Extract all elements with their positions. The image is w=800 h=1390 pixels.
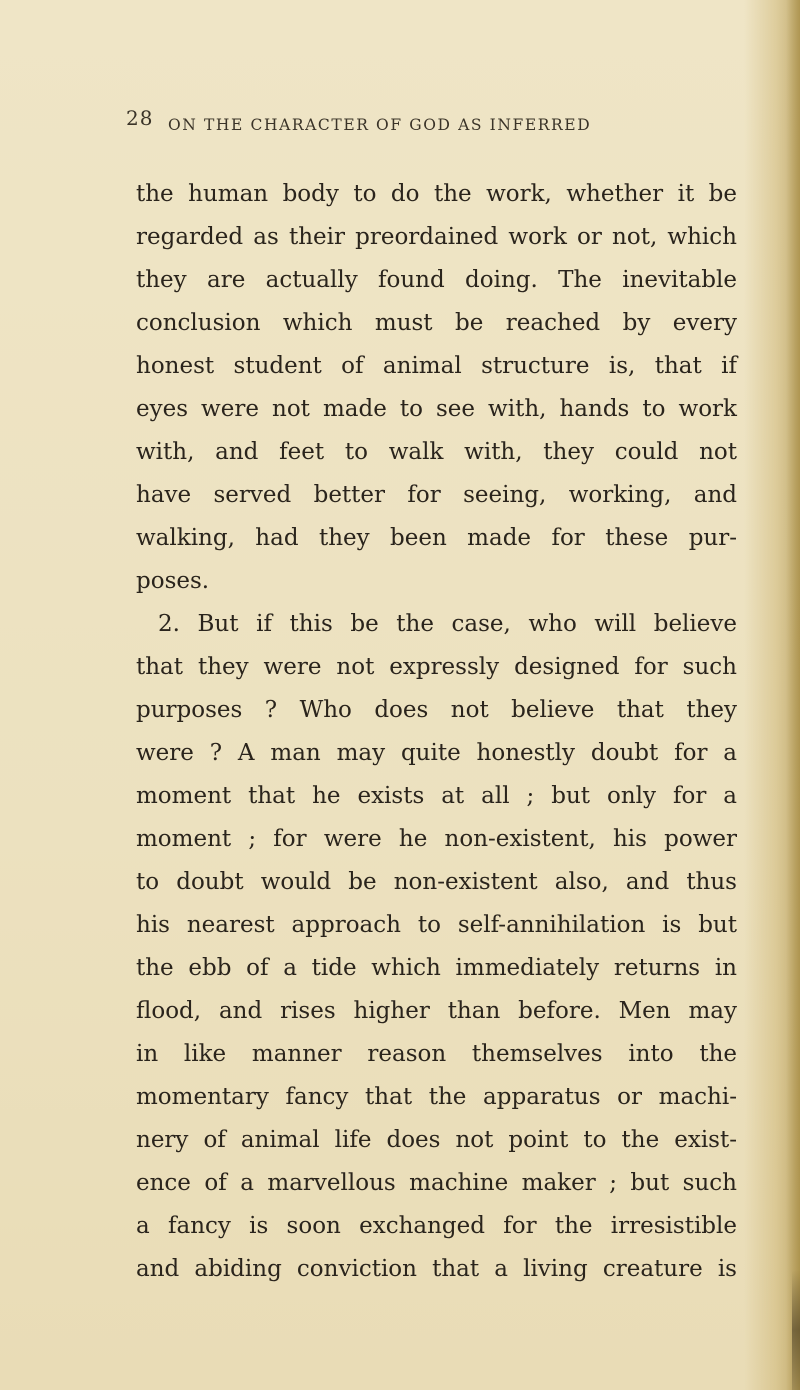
text-line: momentary fancy that the apparatus or machi- xyxy=(136,1084,737,1110)
text-line: his nearest approach to self-annihilation is but xyxy=(136,912,737,938)
text-line: that they were not expressly designed for such xyxy=(136,654,737,680)
text-line: flood, and rises higher than before. Men may xyxy=(136,998,737,1024)
text-line: poses. xyxy=(136,568,210,594)
text-line: eyes were not made to see with, hands to work xyxy=(136,396,737,422)
page-number: 28 xyxy=(126,106,154,130)
running-head: ON THE CHARACTER OF GOD AS INFERRED xyxy=(168,116,592,134)
text-line: walking, had they been made for these pur- xyxy=(136,525,737,551)
text-line: nery of animal life does not point to the exist- xyxy=(136,1127,737,1153)
text-line: honest student of animal structure is, that if xyxy=(136,353,737,379)
text-line: in like manner reason themselves into the xyxy=(136,1041,737,1067)
page-edge-shadow xyxy=(786,0,800,1390)
text-line: they are actually found doing. The inevitable xyxy=(136,267,737,293)
text-line: were ? A man may quite honestly doubt for a xyxy=(136,740,737,766)
text-line: purposes ? Who does not believe that they xyxy=(136,697,737,723)
text-line: a fancy is soon exchanged for the irresistible xyxy=(136,1213,737,1239)
text-line: regarded as their preordained work or not, which xyxy=(136,224,737,250)
text-line: have served better for seeing, working, and xyxy=(136,482,737,508)
text-line: to doubt would be non-existent also, and thus xyxy=(136,869,737,895)
binding-mark xyxy=(792,1270,800,1390)
text-line: the ebb of a tide which immediately returns in xyxy=(136,955,737,981)
text-line: moment that he exists at all ; but only for a xyxy=(136,783,737,809)
text-line: 2. But if this be the case, who will believe xyxy=(158,611,737,637)
text-line: conclusion which must be reached by every xyxy=(136,310,737,336)
text-line: and abiding conviction that a living creature is xyxy=(136,1256,737,1282)
text-line: moment ; for were he non-existent, his power xyxy=(136,826,737,852)
text-line: the human body to do the work, whether it be xyxy=(136,181,737,207)
text-line: ence of a marvellous machine maker ; but such xyxy=(136,1170,737,1196)
text-line: with, and feet to walk with, they could not xyxy=(136,439,737,465)
